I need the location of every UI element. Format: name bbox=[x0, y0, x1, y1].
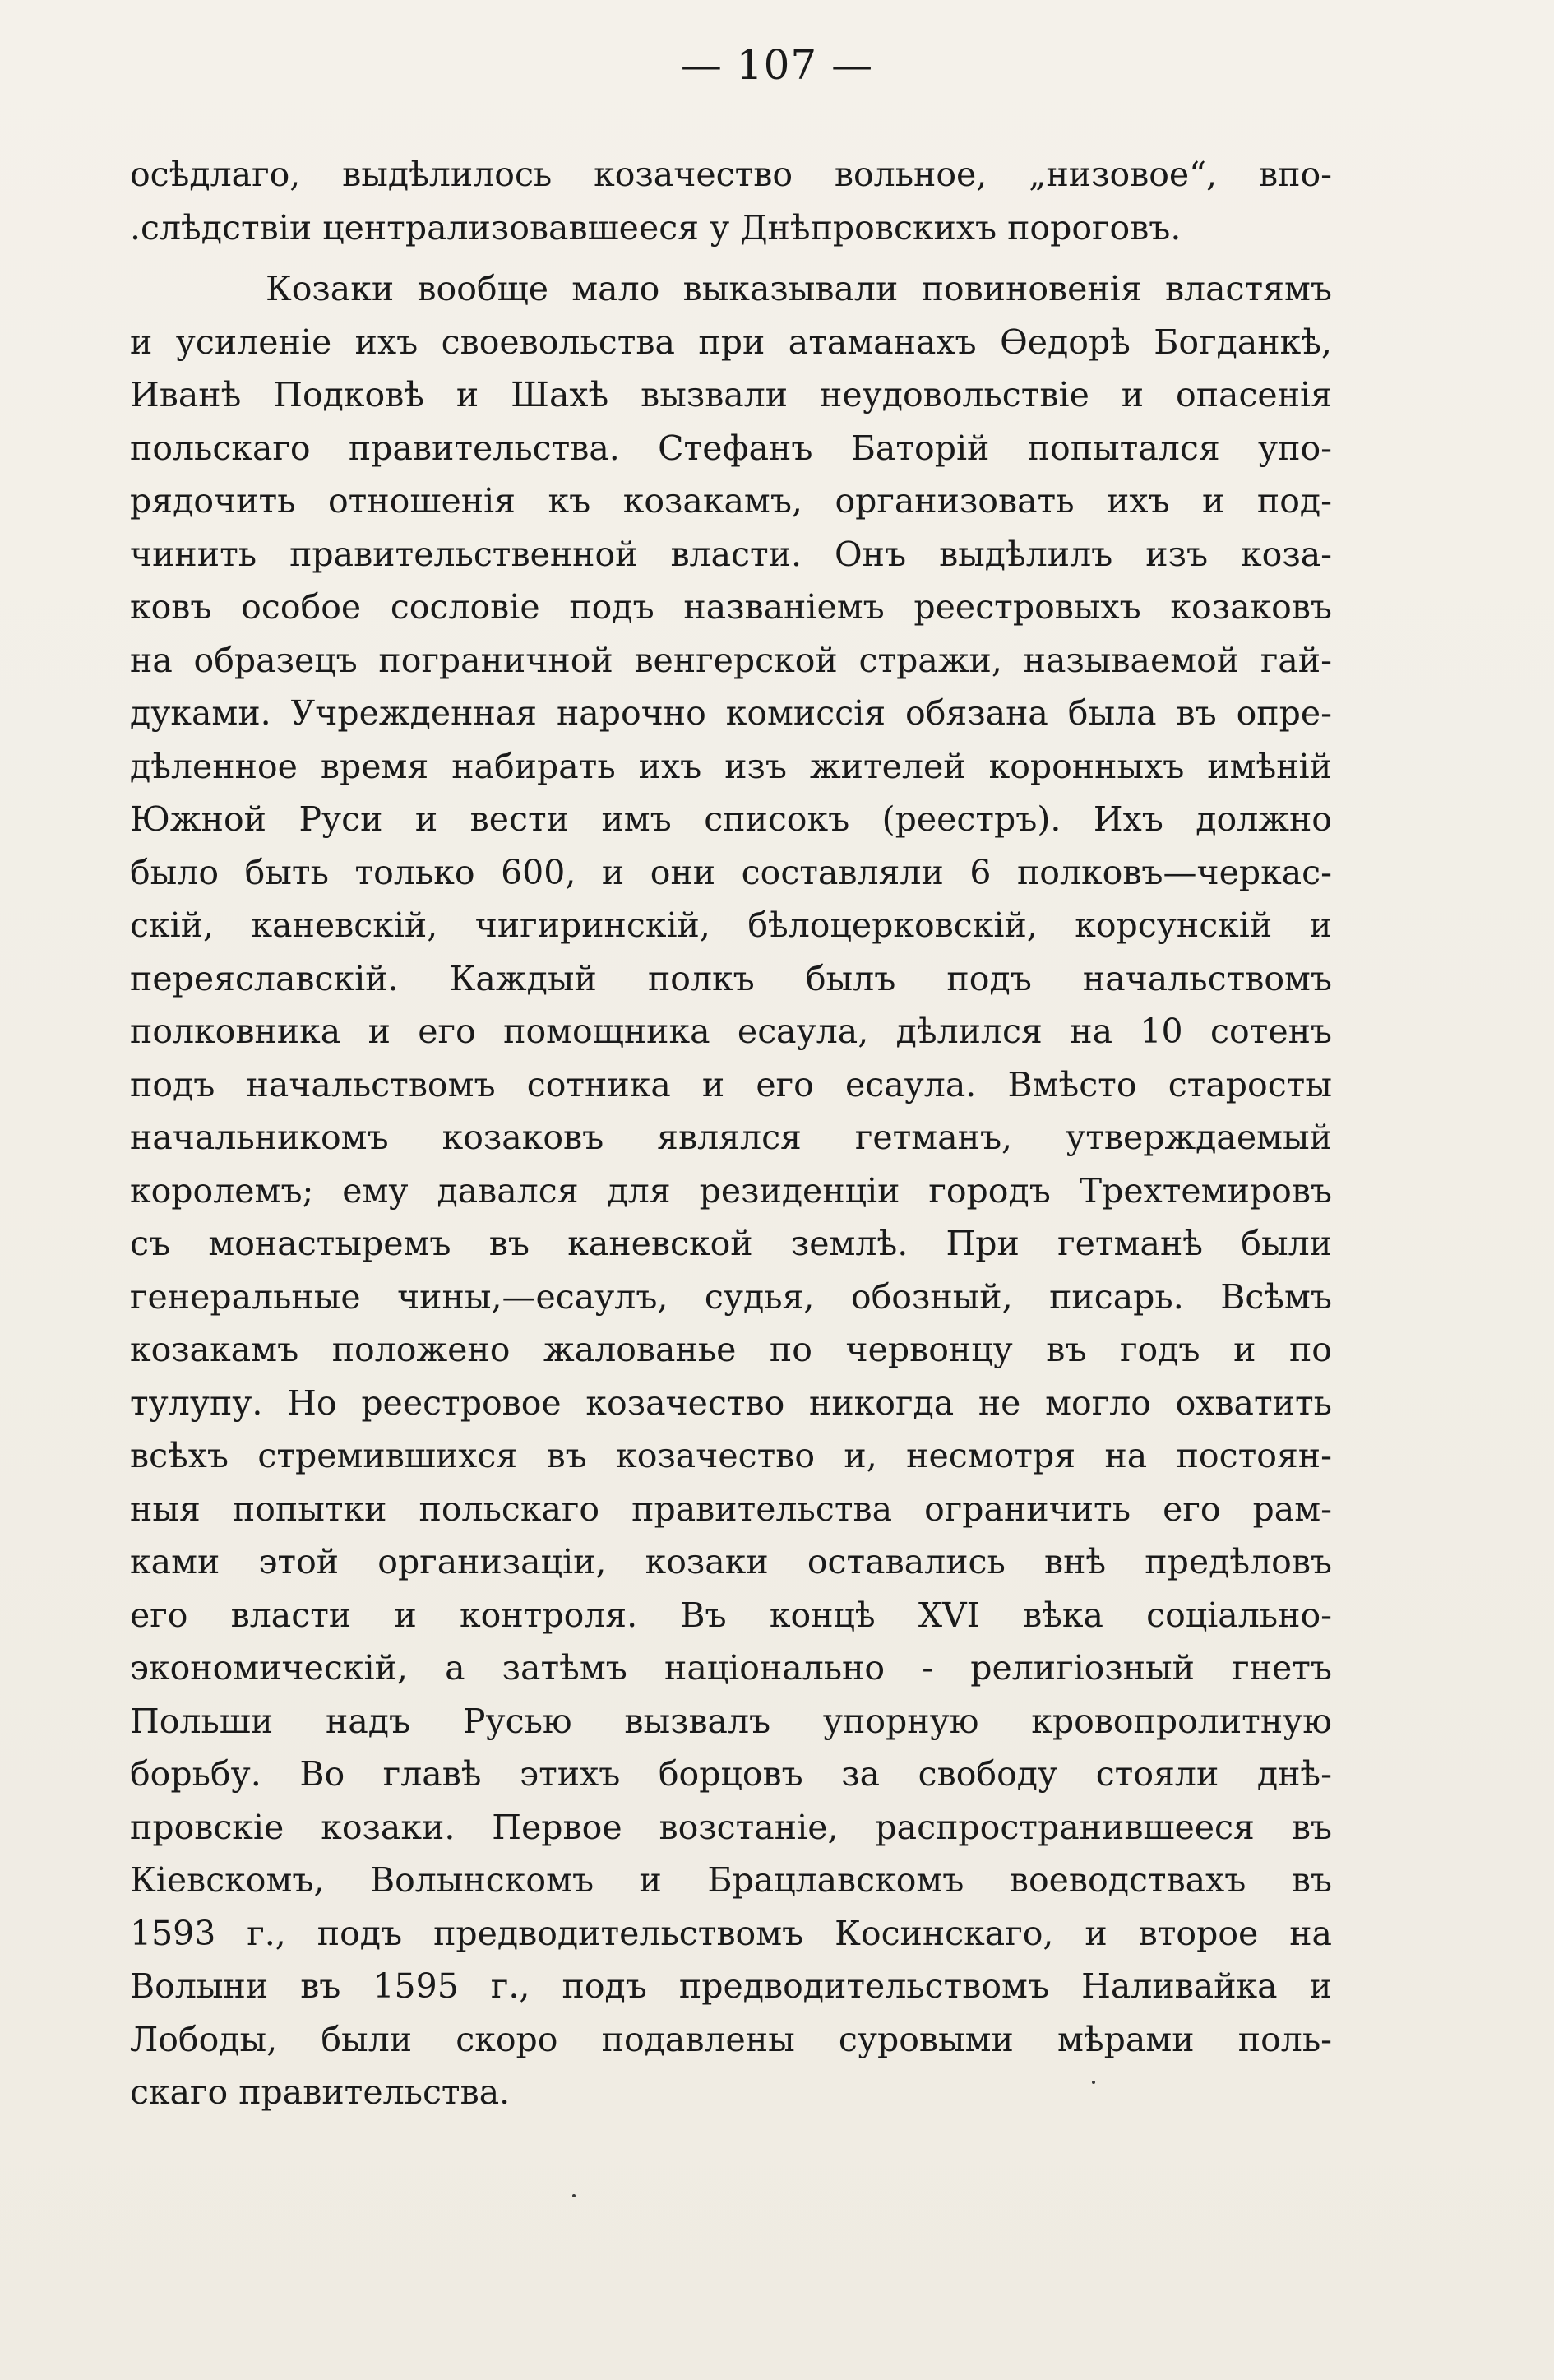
text-line: 1593 г., подъ предводительствомъ Косинскаго, и второе на bbox=[130, 1913, 1332, 1953]
text-line: начальникомъ козаковъ являлся гетманъ, утверждаемый bbox=[130, 1118, 1332, 1157]
text-line: Козаки вообще мало выказывали повиновенія властямъ bbox=[266, 269, 1332, 308]
text-line: борьбу. Во главѣ этихъ борцовъ за свободу стояли днѣ- bbox=[130, 1754, 1332, 1794]
paragraph-2 bbox=[130, 262, 1332, 2119]
text-line: ныя попытки польскаго правительства ограничить его рам- bbox=[130, 1489, 1332, 1529]
text-line: было быть только 600, и они составляли 6 полковъ—черкас- bbox=[130, 852, 1332, 892]
text-line: его власти и контроля. Въ концѣ XVI вѣка соціально- bbox=[130, 1595, 1332, 1635]
text-line: подъ начальствомъ сотника и его есаула. Вмѣсто старосты bbox=[130, 1064, 1332, 1104]
text-line: польскаго правительства. Стефанъ Баторій попытался упо- bbox=[130, 428, 1332, 468]
text-line: переяславскій. Каждый полкъ былъ подъ начальствомъ bbox=[130, 958, 1332, 998]
text-line: скаго правительства. bbox=[130, 2072, 511, 2112]
text-line: скій, каневскій, чигиринскій, бѣлоцерковскій, корсунскій и bbox=[130, 905, 1332, 945]
text-line: полковника и его помощника есаула, дѣлился на 10 сотенъ bbox=[130, 1012, 1332, 1051]
text-line: Кіевскомъ, Волынскомъ и Брацлавскомъ воеводствахъ въ bbox=[130, 1860, 1332, 1900]
text-line: дуками. Учрежденная нарочно комиссія обязана была въ опре- bbox=[130, 693, 1332, 733]
text-line: ками этой организаціи, козаки оставались внѣ предѣловъ bbox=[130, 1542, 1332, 1581]
text-line: Польши надъ Русью вызвалъ упорную кровопролитную bbox=[130, 1701, 1332, 1741]
print-speck bbox=[572, 2194, 576, 2197]
text-line: экономическій, а затѣмъ національно - религіозный гнетъ bbox=[130, 1648, 1332, 1688]
text-line: осѣдлаго, выдѣлилось козачество вольное, „низовое“, впо- bbox=[130, 155, 1332, 194]
text-line: тулупу. Но реестровое козачество никогда не могло охватить bbox=[130, 1382, 1332, 1423]
print-speck bbox=[1092, 2081, 1095, 2084]
text-line: Иванѣ Подковѣ и Шахѣ вызвали неудовольствіе и опасенія bbox=[130, 375, 1332, 414]
body-text bbox=[130, 148, 1332, 2119]
text-line: Лободы, были скоро подавлены суровыми мѣрами поль- bbox=[130, 2019, 1332, 2059]
text-line: съ монастыремъ въ каневской землѣ. При гетманѣ были bbox=[130, 1224, 1332, 1263]
text-line: чинить правительственной власти. Онъ выдѣлилъ изъ коза- bbox=[130, 534, 1332, 574]
paragraph-1 bbox=[130, 148, 1332, 254]
text-line: ковъ особое сословіе подъ названіемъ реестровыхъ козаковъ bbox=[130, 587, 1332, 627]
text-line: Южной Руси и вести имъ списокъ (реестръ). Ихъ должно bbox=[130, 799, 1332, 839]
text-line: .слѣдствіи централизовавшееся у Днѣпровскихъ пороговъ. bbox=[130, 207, 1182, 248]
text-line: всѣхъ стремившихся въ козачество и, несмотря на постоян- bbox=[130, 1436, 1332, 1475]
text-line: дѣленное время набирать ихъ изъ жителей коронныхъ имѣній bbox=[130, 746, 1332, 786]
text-line: генеральные чины,—есаулъ, судья, обозный, писарь. Всѣмъ bbox=[130, 1276, 1332, 1317]
page-number: — 107 — bbox=[680, 41, 874, 89]
text-line: на образецъ пограничной венгерской стражи, называемой гай- bbox=[130, 640, 1332, 680]
text-line: и усиленіе ихъ своевольства при атаманахъ Ѳедорѣ Богданкѣ, bbox=[130, 322, 1332, 362]
text-line: козакамъ положено жалованье по червонцу въ годъ и по bbox=[130, 1330, 1332, 1369]
text-line: рядочить отношенія къ козакамъ, организовать ихъ и под- bbox=[130, 481, 1332, 521]
text-line: королемъ; ему давался для резиденціи городъ Трехтемировъ bbox=[130, 1170, 1332, 1211]
text-line: провскіе козаки. Первое возстаніе, распространившееся въ bbox=[130, 1807, 1332, 1847]
text-line: Волыни въ 1595 г., подъ предводительствомъ Наливайка и bbox=[130, 1966, 1332, 2006]
